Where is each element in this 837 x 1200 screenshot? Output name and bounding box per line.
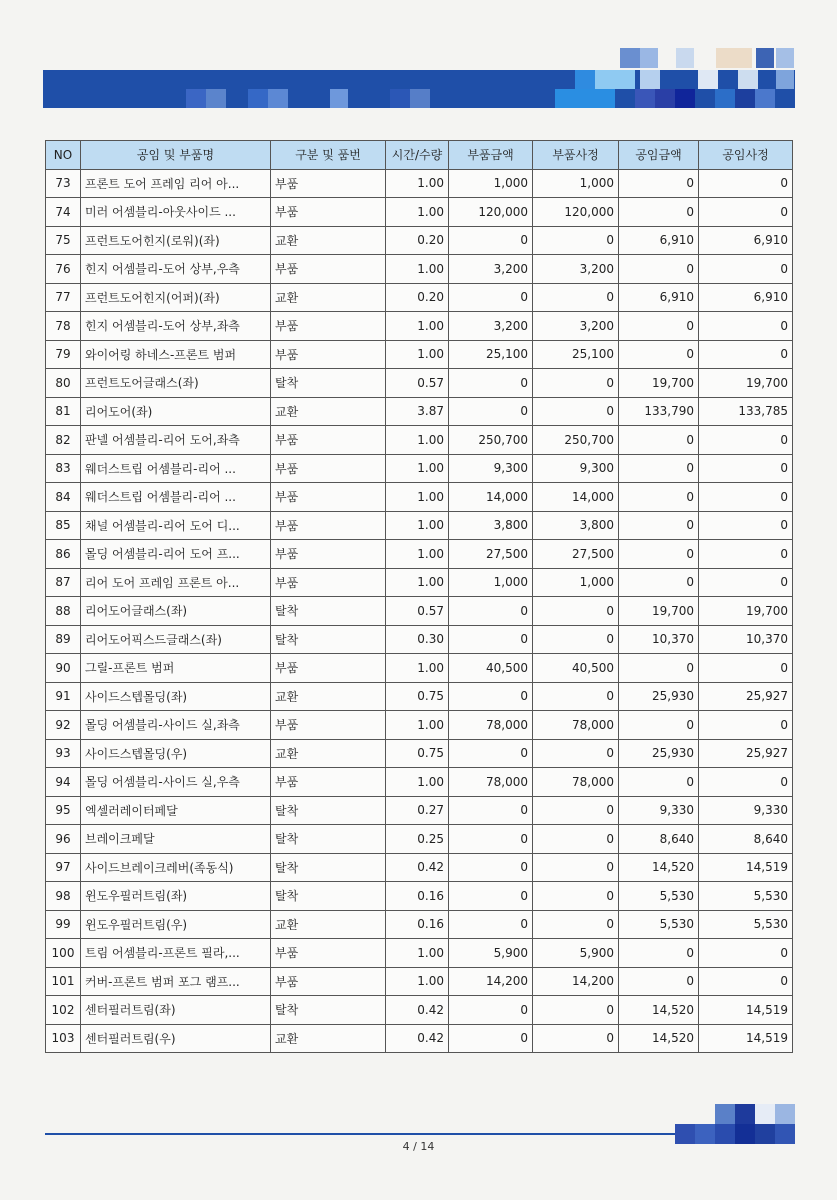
- cell-qty: 1.00: [386, 169, 449, 198]
- cell-labor-amount: 0: [619, 768, 699, 797]
- table-row: [46, 198, 793, 227]
- cell-no: 96: [46, 825, 81, 854]
- cell-type: 교환: [271, 1024, 386, 1053]
- table-row: [46, 768, 793, 797]
- table-row: [46, 996, 793, 1025]
- table-row: [46, 939, 793, 968]
- cell-labor-assessed: 8,640: [699, 825, 793, 854]
- table-row: [46, 426, 793, 455]
- table-row: [46, 568, 793, 597]
- cell-parts-amount: 0: [449, 369, 533, 398]
- cell-parts-amount: 1,000: [449, 169, 533, 198]
- cell-parts-amount: 0: [449, 682, 533, 711]
- col-header-type: 구분 및 품번: [271, 141, 386, 170]
- cell-qty: 0.16: [386, 882, 449, 911]
- cell-parts-amount: 0: [449, 910, 533, 939]
- cell-labor-amount: 0: [619, 540, 699, 569]
- cell-parts-amount: 3,200: [449, 255, 533, 284]
- cell-qty: 0.20: [386, 226, 449, 255]
- cell-parts-assessed: 3,200: [533, 255, 619, 284]
- cell-type: 탈착: [271, 825, 386, 854]
- cell-type: 부품: [271, 255, 386, 284]
- cell-type: 부품: [271, 768, 386, 797]
- cell-name: 커버-프론트 범퍼 포그 램프...: [81, 967, 271, 996]
- cell-parts-amount: 0: [449, 397, 533, 426]
- cell-no: 97: [46, 853, 81, 882]
- cell-name: 웨더스트립 어셈블리-리어 ...: [81, 483, 271, 512]
- cell-labor-amount: 10,370: [619, 625, 699, 654]
- cell-labor-assessed: 0: [699, 511, 793, 540]
- table-row: [46, 882, 793, 911]
- cell-no: 78: [46, 312, 81, 341]
- cell-type: 탈착: [271, 369, 386, 398]
- cell-type: 부품: [271, 511, 386, 540]
- cell-labor-assessed: 0: [699, 939, 793, 968]
- cell-labor-assessed: 6,910: [699, 226, 793, 255]
- cell-parts-amount: 9,300: [449, 454, 533, 483]
- cell-labor-amount: 0: [619, 967, 699, 996]
- cell-parts-assessed: 0: [533, 882, 619, 911]
- cell-no: 86: [46, 540, 81, 569]
- cell-parts-assessed: 0: [533, 825, 619, 854]
- cell-labor-assessed: 6,910: [699, 283, 793, 312]
- cell-qty: 0.42: [386, 1024, 449, 1053]
- table-row: [46, 825, 793, 854]
- cell-no: 80: [46, 369, 81, 398]
- cell-labor-assessed: 25,927: [699, 682, 793, 711]
- cell-qty: 0.25: [386, 825, 449, 854]
- cell-parts-amount: 78,000: [449, 768, 533, 797]
- cell-parts-assessed: 78,000: [533, 768, 619, 797]
- cell-labor-assessed: 14,519: [699, 1024, 793, 1053]
- table-row: [46, 597, 793, 626]
- cell-no: 91: [46, 682, 81, 711]
- cell-name: 프론트 도어 프레임 리어 아...: [81, 169, 271, 198]
- cell-qty: 1.00: [386, 198, 449, 227]
- page-indicator: 4 / 14: [402, 1140, 435, 1153]
- table-row: [46, 654, 793, 683]
- cell-parts-assessed: 0: [533, 1024, 619, 1053]
- cell-labor-amount: 0: [619, 654, 699, 683]
- cell-parts-amount: 0: [449, 625, 533, 654]
- cell-labor-assessed: 0: [699, 454, 793, 483]
- cell-type: 부품: [271, 711, 386, 740]
- cell-qty: 1.00: [386, 312, 449, 341]
- cell-name: 사이드브레이크레버(족동식): [81, 853, 271, 882]
- cell-labor-assessed: 0: [699, 198, 793, 227]
- cell-labor-assessed: 0: [699, 568, 793, 597]
- cell-no: 95: [46, 796, 81, 825]
- cell-qty: 0.75: [386, 739, 449, 768]
- cell-no: 76: [46, 255, 81, 284]
- cell-name: 엑셀러레이터페달: [81, 796, 271, 825]
- col-header-no: NO: [46, 141, 81, 170]
- cell-no: 75: [46, 226, 81, 255]
- cell-parts-amount: 120,000: [449, 198, 533, 227]
- table-row: [46, 283, 793, 312]
- cell-labor-assessed: 0: [699, 255, 793, 284]
- cell-type: 부품: [271, 312, 386, 341]
- cell-type: 탈착: [271, 625, 386, 654]
- cell-qty: 0.57: [386, 369, 449, 398]
- cell-type: 교환: [271, 739, 386, 768]
- col-header-parts-amount: 부품금액: [449, 141, 533, 170]
- cell-qty: 1.00: [386, 540, 449, 569]
- cell-labor-amount: 133,790: [619, 397, 699, 426]
- cell-labor-assessed: 0: [699, 426, 793, 455]
- cell-parts-amount: 25,100: [449, 340, 533, 369]
- cell-labor-assessed: 0: [699, 768, 793, 797]
- cell-labor-assessed: 0: [699, 967, 793, 996]
- cell-qty: 0.16: [386, 910, 449, 939]
- cell-parts-amount: 0: [449, 825, 533, 854]
- cell-labor-assessed: 133,785: [699, 397, 793, 426]
- cell-parts-amount: 0: [449, 1024, 533, 1053]
- cell-labor-amount: 0: [619, 483, 699, 512]
- cell-parts-assessed: 0: [533, 369, 619, 398]
- cell-labor-amount: 14,520: [619, 996, 699, 1025]
- cell-no: 99: [46, 910, 81, 939]
- cell-parts-assessed: 1,000: [533, 568, 619, 597]
- cell-name: 리어도어글래스(좌): [81, 597, 271, 626]
- cell-name: 센터필러트림(좌): [81, 996, 271, 1025]
- cell-type: 탈착: [271, 996, 386, 1025]
- cell-parts-assessed: 9,300: [533, 454, 619, 483]
- cell-labor-amount: 25,930: [619, 682, 699, 711]
- cell-name: 브레이크페달: [81, 825, 271, 854]
- cell-no: 85: [46, 511, 81, 540]
- cell-no: 77: [46, 283, 81, 312]
- cell-parts-assessed: 0: [533, 739, 619, 768]
- cell-labor-amount: 0: [619, 198, 699, 227]
- cell-parts-amount: 14,000: [449, 483, 533, 512]
- cell-labor-amount: 14,520: [619, 1024, 699, 1053]
- cell-name: 몰딩 어셈블리-리어 도어 프...: [81, 540, 271, 569]
- table-row: [46, 853, 793, 882]
- cell-no: 81: [46, 397, 81, 426]
- cell-labor-amount: 6,910: [619, 283, 699, 312]
- cell-no: 79: [46, 340, 81, 369]
- cell-parts-assessed: 25,100: [533, 340, 619, 369]
- cell-parts-amount: 1,000: [449, 568, 533, 597]
- cell-no: 84: [46, 483, 81, 512]
- cell-no: 73: [46, 169, 81, 198]
- cell-parts-assessed: 0: [533, 996, 619, 1025]
- col-header-labor-assessed: 공임사정: [699, 141, 793, 170]
- table-row: [46, 739, 793, 768]
- cell-no: 83: [46, 454, 81, 483]
- cell-type: 탈착: [271, 796, 386, 825]
- cell-name: 웨더스트립 어셈블리-리어 ...: [81, 454, 271, 483]
- cell-name: 프런트도어힌지(로워)(좌): [81, 226, 271, 255]
- col-header-qty: 시간/수량: [386, 141, 449, 170]
- cell-labor-amount: 14,520: [619, 853, 699, 882]
- cell-qty: 1.00: [386, 483, 449, 512]
- cell-type: 부품: [271, 454, 386, 483]
- cell-labor-amount: 25,930: [619, 739, 699, 768]
- cell-type: 교환: [271, 682, 386, 711]
- cell-no: 94: [46, 768, 81, 797]
- cell-parts-amount: 0: [449, 996, 533, 1025]
- cell-type: 부품: [271, 426, 386, 455]
- cell-qty: 1.00: [386, 255, 449, 284]
- table-row: [46, 540, 793, 569]
- cell-name: 판넬 어셈블리-리어 도어,좌측: [81, 426, 271, 455]
- cell-parts-amount: 0: [449, 283, 533, 312]
- cell-no: 93: [46, 739, 81, 768]
- cell-qty: 1.00: [386, 654, 449, 683]
- table-row: [46, 511, 793, 540]
- cell-parts-assessed: 0: [533, 625, 619, 654]
- table-row: [46, 312, 793, 341]
- cell-labor-assessed: 0: [699, 169, 793, 198]
- col-header-labor-amount: 공임금액: [619, 141, 699, 170]
- cell-parts-assessed: 78,000: [533, 711, 619, 740]
- table-row: [46, 483, 793, 512]
- cell-parts-amount: 0: [449, 882, 533, 911]
- cell-labor-assessed: 14,519: [699, 853, 793, 882]
- table-row: [46, 682, 793, 711]
- cell-name: 프런트도어힌지(어퍼)(좌): [81, 283, 271, 312]
- cell-name: 채널 어셈블리-리어 도어 디...: [81, 511, 271, 540]
- cell-labor-assessed: 0: [699, 483, 793, 512]
- cell-name: 윈도우필러트림(좌): [81, 882, 271, 911]
- cell-labor-amount: 9,330: [619, 796, 699, 825]
- cell-qty: 3.87: [386, 397, 449, 426]
- cell-parts-assessed: 5,900: [533, 939, 619, 968]
- cell-type: 탈착: [271, 597, 386, 626]
- cell-type: 교환: [271, 226, 386, 255]
- cell-parts-assessed: 40,500: [533, 654, 619, 683]
- cell-parts-assessed: 120,000: [533, 198, 619, 227]
- cell-qty: 0.57: [386, 597, 449, 626]
- cell-name: 윈도우필러트림(우): [81, 910, 271, 939]
- cell-parts-assessed: 0: [533, 682, 619, 711]
- cell-name: 그릴-프론트 범퍼: [81, 654, 271, 683]
- cell-qty: 1.00: [386, 426, 449, 455]
- cell-labor-assessed: 0: [699, 340, 793, 369]
- cell-name: 리어 도어 프레임 프론트 아...: [81, 568, 271, 597]
- cell-parts-amount: 27,500: [449, 540, 533, 569]
- cell-qty: 0.42: [386, 853, 449, 882]
- cell-labor-amount: 5,530: [619, 882, 699, 911]
- cell-type: 부품: [271, 540, 386, 569]
- cell-labor-amount: 0: [619, 939, 699, 968]
- cell-name: 리어도어픽스드글래스(좌): [81, 625, 271, 654]
- cell-type: 탈착: [271, 882, 386, 911]
- cell-no: 88: [46, 597, 81, 626]
- table-row: [46, 711, 793, 740]
- cell-type: 탈착: [271, 853, 386, 882]
- cell-no: 89: [46, 625, 81, 654]
- cell-parts-assessed: 0: [533, 397, 619, 426]
- cell-type: 부품: [271, 198, 386, 227]
- cell-labor-assessed: 5,530: [699, 910, 793, 939]
- cell-parts-assessed: 1,000: [533, 169, 619, 198]
- table-row: [46, 226, 793, 255]
- cell-parts-assessed: 3,200: [533, 312, 619, 341]
- cell-parts-amount: 14,200: [449, 967, 533, 996]
- cell-labor-amount: 0: [619, 426, 699, 455]
- cell-qty: 1.00: [386, 340, 449, 369]
- table-row: [46, 397, 793, 426]
- cell-labor-amount: 0: [619, 511, 699, 540]
- cell-type: 부품: [271, 967, 386, 996]
- estimate-table: [45, 140, 793, 1053]
- cell-labor-assessed: 14,519: [699, 996, 793, 1025]
- cell-parts-assessed: 0: [533, 796, 619, 825]
- cell-qty: 1.00: [386, 511, 449, 540]
- table-row: [46, 625, 793, 654]
- cell-no: 82: [46, 426, 81, 455]
- table-row: [46, 169, 793, 198]
- cell-labor-amount: 8,640: [619, 825, 699, 854]
- cell-parts-amount: 5,900: [449, 939, 533, 968]
- cell-name: 몰딩 어셈블리-사이드 실,우측: [81, 768, 271, 797]
- redacted-header-pixels: [0, 0, 837, 120]
- cell-labor-amount: 0: [619, 255, 699, 284]
- cell-parts-amount: 0: [449, 739, 533, 768]
- cell-parts-assessed: 0: [533, 283, 619, 312]
- cell-no: 103: [46, 1024, 81, 1053]
- cell-parts-amount: 3,800: [449, 511, 533, 540]
- cell-qty: 1.00: [386, 967, 449, 996]
- cell-no: 74: [46, 198, 81, 227]
- cell-qty: 0.42: [386, 996, 449, 1025]
- cell-labor-amount: 19,700: [619, 369, 699, 398]
- cell-parts-amount: 78,000: [449, 711, 533, 740]
- cell-parts-amount: 0: [449, 796, 533, 825]
- cell-type: 부품: [271, 340, 386, 369]
- cell-qty: 1.00: [386, 568, 449, 597]
- cell-qty: 1.00: [386, 711, 449, 740]
- cell-qty: 0.30: [386, 625, 449, 654]
- cell-parts-assessed: 14,200: [533, 967, 619, 996]
- cell-parts-assessed: 3,800: [533, 511, 619, 540]
- cell-parts-assessed: 0: [533, 597, 619, 626]
- cell-name: 사이드스텝몰딩(우): [81, 739, 271, 768]
- cell-labor-assessed: 10,370: [699, 625, 793, 654]
- cell-name: 리어도어(좌): [81, 397, 271, 426]
- cell-qty: 1.00: [386, 939, 449, 968]
- table-row: [46, 340, 793, 369]
- cell-labor-amount: 0: [619, 312, 699, 341]
- table-row: [46, 910, 793, 939]
- footer-divider: [45, 1133, 675, 1135]
- cell-no: 101: [46, 967, 81, 996]
- cell-name: 미러 어셈블리-아웃사이드 ...: [81, 198, 271, 227]
- cell-no: 100: [46, 939, 81, 968]
- cell-qty: 1.00: [386, 768, 449, 797]
- cell-name: 와이어링 하네스-프론트 범퍼: [81, 340, 271, 369]
- cell-parts-assessed: 14,000: [533, 483, 619, 512]
- cell-labor-amount: 19,700: [619, 597, 699, 626]
- cell-labor-assessed: 0: [699, 312, 793, 341]
- cell-parts-amount: 0: [449, 597, 533, 626]
- cell-parts-assessed: 0: [533, 910, 619, 939]
- cell-labor-assessed: 19,700: [699, 597, 793, 626]
- table-row: [46, 967, 793, 996]
- cell-no: 98: [46, 882, 81, 911]
- cell-no: 87: [46, 568, 81, 597]
- cell-qty: 0.20: [386, 283, 449, 312]
- cell-name: 사이드스텝몰딩(좌): [81, 682, 271, 711]
- col-header-name: 공임 및 부품명: [81, 141, 271, 170]
- cell-type: 부품: [271, 568, 386, 597]
- table-row: [46, 369, 793, 398]
- cell-qty: 0.27: [386, 796, 449, 825]
- cell-name: 힌지 어셈블리-도어 상부,좌측: [81, 312, 271, 341]
- cell-labor-amount: 6,910: [619, 226, 699, 255]
- table-row: [46, 454, 793, 483]
- cell-type: 부품: [271, 939, 386, 968]
- cell-parts-amount: 0: [449, 226, 533, 255]
- cell-name: 힌지 어셈블리-도어 상부,우측: [81, 255, 271, 284]
- cell-type: 부품: [271, 654, 386, 683]
- cell-name: 센터필러트림(우): [81, 1024, 271, 1053]
- table-row: [46, 796, 793, 825]
- cell-parts-assessed: 0: [533, 853, 619, 882]
- cell-labor-assessed: 0: [699, 711, 793, 740]
- cell-labor-assessed: 0: [699, 540, 793, 569]
- cell-parts-amount: 3,200: [449, 312, 533, 341]
- cell-type: 부품: [271, 483, 386, 512]
- cell-name: 트림 어셈블리-프론트 필라,...: [81, 939, 271, 968]
- cell-qty: 0.75: [386, 682, 449, 711]
- cell-labor-amount: 0: [619, 169, 699, 198]
- cell-type: 교환: [271, 910, 386, 939]
- cell-labor-amount: 5,530: [619, 910, 699, 939]
- cell-parts-assessed: 0: [533, 226, 619, 255]
- cell-type: 교환: [271, 283, 386, 312]
- cell-labor-assessed: 5,530: [699, 882, 793, 911]
- cell-no: 102: [46, 996, 81, 1025]
- cell-labor-assessed: 25,927: [699, 739, 793, 768]
- cell-name: 프런트도어글래스(좌): [81, 369, 271, 398]
- cell-labor-amount: 0: [619, 568, 699, 597]
- cell-name: 몰딩 어셈블리-사이드 실,좌측: [81, 711, 271, 740]
- cell-parts-assessed: 27,500: [533, 540, 619, 569]
- cell-labor-amount: 0: [619, 340, 699, 369]
- cell-qty: 1.00: [386, 454, 449, 483]
- cell-labor-amount: 0: [619, 454, 699, 483]
- cell-parts-amount: 0: [449, 853, 533, 882]
- col-header-parts-assessed: 부품사정: [533, 141, 619, 170]
- table-row: [46, 1024, 793, 1053]
- cell-no: 92: [46, 711, 81, 740]
- cell-labor-amount: 0: [619, 711, 699, 740]
- cell-parts-amount: 250,700: [449, 426, 533, 455]
- cell-no: 90: [46, 654, 81, 683]
- table-row: [46, 255, 793, 284]
- cell-parts-assessed: 250,700: [533, 426, 619, 455]
- table-header-row: [46, 141, 793, 170]
- cell-parts-amount: 40,500: [449, 654, 533, 683]
- cell-type: 부품: [271, 169, 386, 198]
- cell-labor-assessed: 0: [699, 654, 793, 683]
- cell-labor-assessed: 9,330: [699, 796, 793, 825]
- cell-type: 교환: [271, 397, 386, 426]
- cell-labor-assessed: 19,700: [699, 369, 793, 398]
